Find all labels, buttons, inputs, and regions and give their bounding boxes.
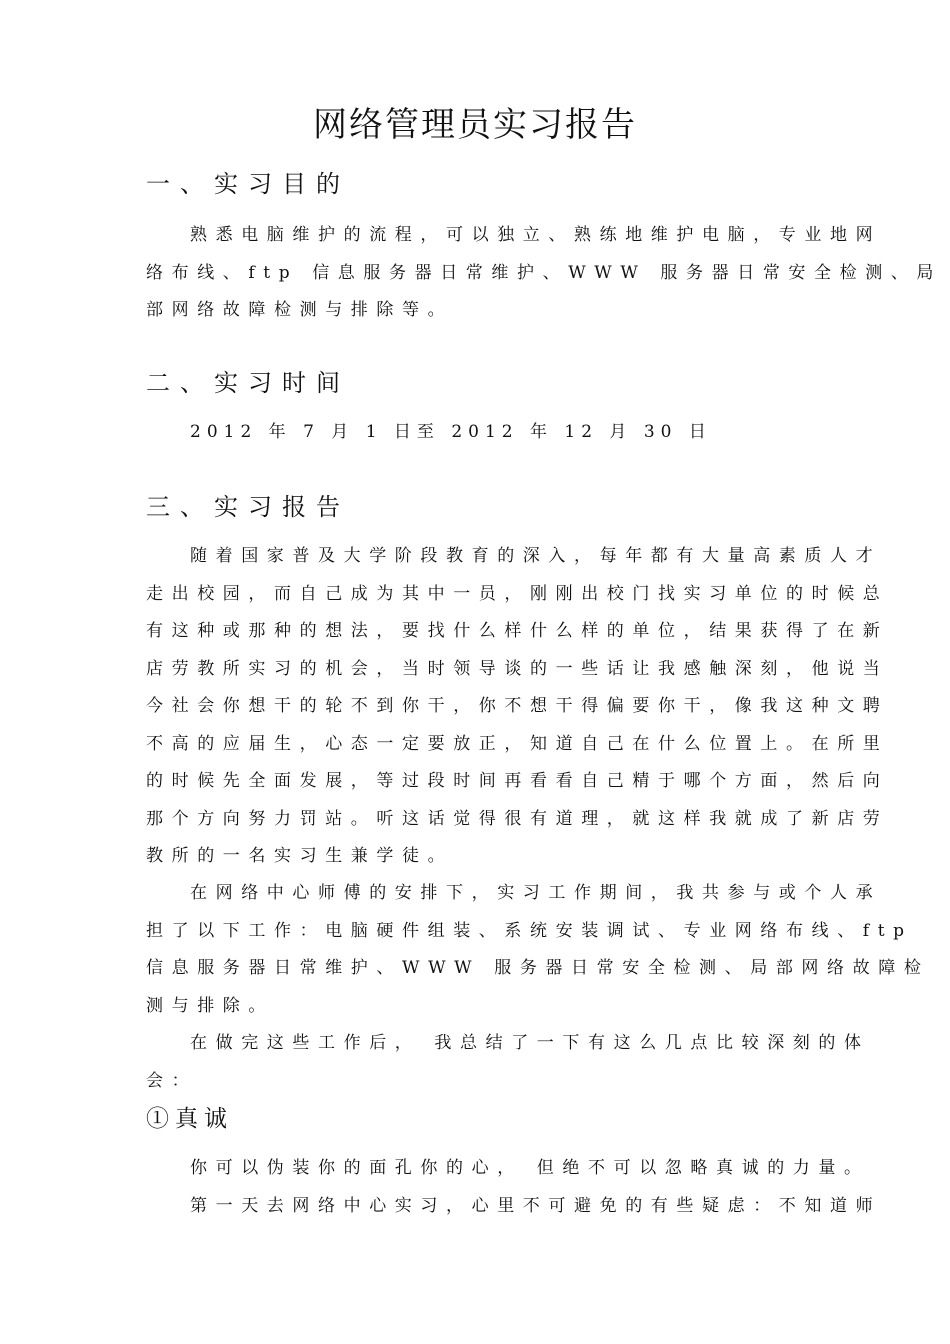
paragraph-report-2 [146,875,930,1025]
paragraph-sincerity-1 [146,1150,870,1188]
subsection-heading-sincerity: ①真诚 [146,1106,233,1132]
text-line: 在网络中心师傅的安排下，实习工作期间，我共参与或个人承 [190,883,882,903]
text-line: 担了以下工作：电脑硬件组装、系统安装调试、专业网络布线、ftp [146,920,913,941]
text-line: 你可以伪装你的面孔你的心， 但绝不可以忽略真诚的力量。 [190,1158,870,1178]
text-line: 不高的应届生，心态一定要放正，知道自己在什么位置上。在所里 [146,733,889,754]
paragraph-sincerity-2 [146,1188,882,1226]
paragraph-time [146,414,806,452]
text-line: 部网络故障检测与排除等。 [146,300,454,320]
text-line: 2012 年 7 月 1 日至 2012 年 12 月 30 日 [190,422,712,442]
text-line: 在做完这些工作后， 我总结了一下有这么几点比较深刻的体 [190,1033,870,1053]
paragraph-report-1 [146,538,889,876]
paragraph-report-3 [146,1025,870,1100]
text-line: 第一天去网络中心实习，心里不可避免的有些疑虑：不知道师 [190,1196,882,1216]
text-line: 走出校园，而自己成为其中一员，刚刚出校门找实习单位的时候总 [146,583,889,604]
section-heading-purpose: 一、实习目的 [146,170,350,198]
text-line: 络布线、ftp 信息服务器日常维护、WWW 服务器日常安全检测、局 [146,262,943,283]
text-line: 有这种或那种的想法，要找什么样什么样的单位，结果获得了在新 [146,621,889,641]
section-heading-time: 二、实习时间 [146,369,350,397]
text-line: 那个方向努力罚站。听这话觉得很有道理，就这样我就成了新店劳 [146,808,889,829]
text-line: 随着国家普及大学阶段教育的深入，每年都有大量高素质人才 [190,546,882,566]
text-line: 会： [146,1070,198,1091]
section-heading-report: 三、实习报告 [146,493,350,521]
text-line: 今社会你想干的轮不到你干，你不想干得偏要你干，像我这种文聘 [146,696,889,716]
text-line: 的时候先全面发展，等过段时间再看看自己精于哪个方面，然后向 [146,771,889,791]
text-line: 教所的一名实习生兼学徒。 [146,846,454,866]
text-line: 信息服务器日常维护、WWW 服务器日常安全检测、局部网络故障检 [146,958,930,978]
document-title: 网络管理员实习报告 [313,105,637,145]
text-line: 熟悉电脑维护的流程，可以独立、熟练地维护电脑，专业地网 [190,225,882,245]
paragraph-purpose [146,217,943,330]
text-line: 测与排除。 [146,995,274,1016]
text-line: 店劳教所实习的机会，当时领导谈的一些话让我感触深刻，他说当 [146,658,889,679]
